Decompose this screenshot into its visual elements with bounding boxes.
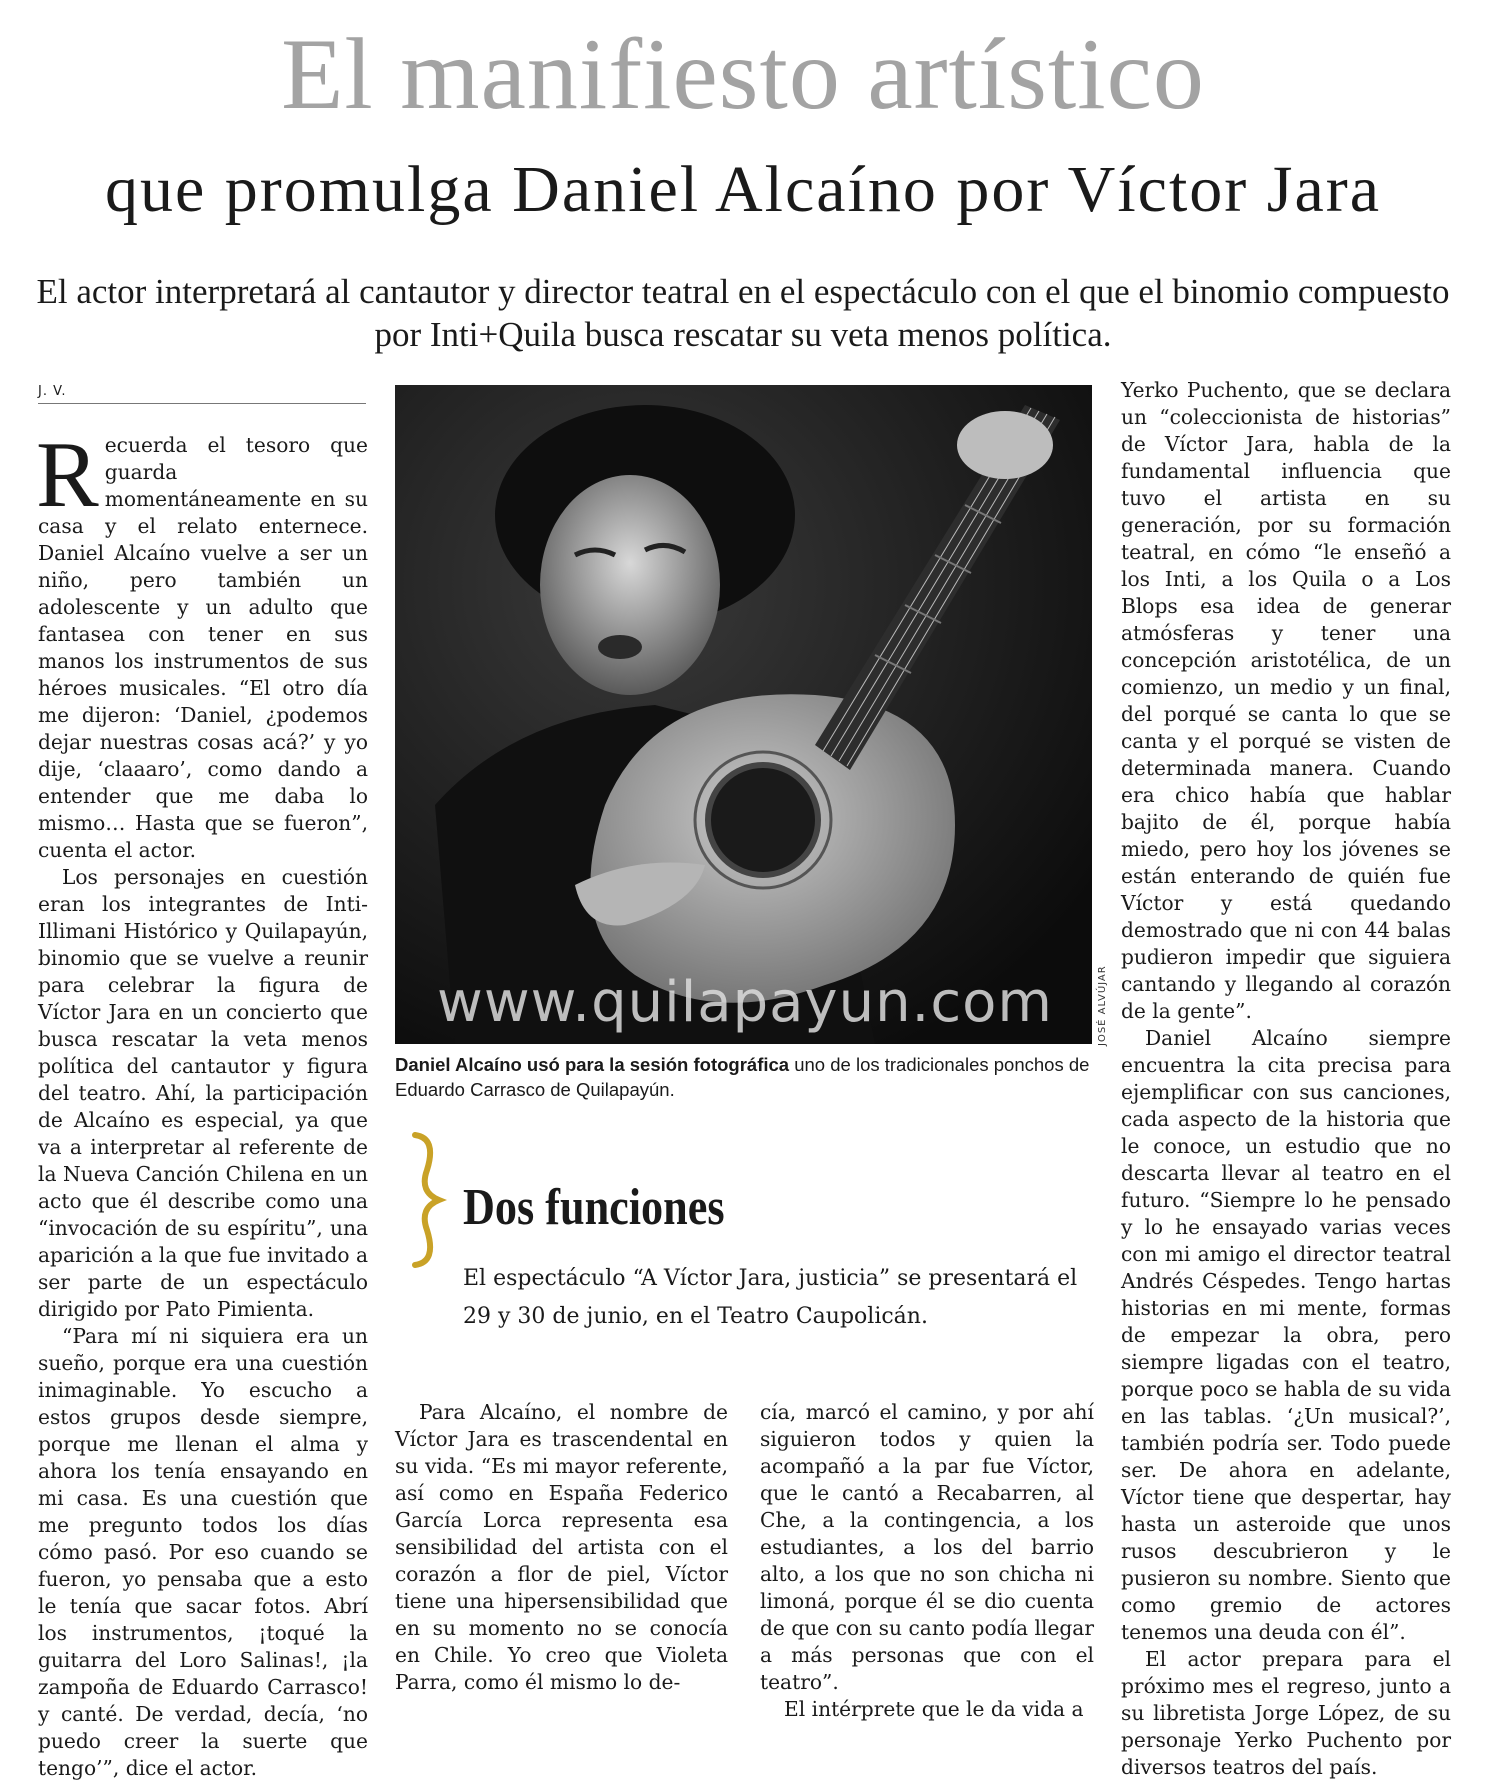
paragraph: Para Alcaíno, el nombre de Víctor Jara es trascendental en su vida. “Es mi mayor referente, así como en España Federico García Lorca representa esa sensibilidad del artista con el corazón a flor de piel, Víctor tiene una hipersensibilidad que en su momento no se conocía en Chile. Yo creo que Violeta Parra, como él mismo lo de- xyxy=(395,1400,728,1694)
photo-illustration xyxy=(395,385,1092,1044)
headline-line2: que promulga Daniel Alcaíno por Víctor Jara xyxy=(104,153,1382,226)
paragraph xyxy=(36,423,368,864)
paragraph: Daniel Alcaíno siempre encuentra la cita precisa para ejemplificar con sus canciones, cada aspecto de la historia que le conoce, un estudio que no descarta llevar al teatro en el futuro. “Siempre lo he pensado y lo he ensayado varias veces con mi amigo el director teatral Andrés Céspedes. Tengo hartas historias en mi mente, formas de empezar la obra, pero siempre ligadas con el teatro, porque poco se habla de su vida en las tablas. ‘¿Un musical?’, también podría ser. Todo puede ser. De ahora en adelante, Víctor tiene que despertar, hay hasta un asteroide que unos rusos descubrieron y le pusieron su nombre. Siento que como gremio de actores tenemos una deuda con él”. xyxy=(1121,1026,1451,1644)
column-2a xyxy=(395,1399,728,1696)
sidebar-text: El espectáculo “A Víctor Jara, justicia” se presentará el 29 y 30 de junio, en el Teatro Caupolicán. xyxy=(463,1266,1078,1329)
photo-caption xyxy=(395,1052,1095,1102)
sidebar-title: Dos funciones xyxy=(463,1179,725,1236)
paragraph-text: ecuerda el tesoro que guarda momentáneamente en su casa y el relato enternece. Daniel Alcaíno vuelve a ser un niño, pero también un adolescente y un adulto que fantasea con tener en sus manos los instrumentos de sus héroes musicales. “El otro día me dijeron: ‘Daniel, ¿podemos dejar nuestras cosas acá?’ y yo dije, ‘claaaro’, como dando a entender que me daba lo mismo… Hasta que se fueron”, cuenta el actor. xyxy=(38,433,368,862)
watermark: www.quilapayun.com xyxy=(437,970,1053,1035)
deck-subtitle: El actor interpretará al cantautor y director teatral en el espectáculo con el que el binomio compuesto por Inti+Quila busca rescatar su veta menos política. xyxy=(36,272,1450,354)
paragraph: “Para mí ni siquiera era un sueño, porque era una cuestión inimaginable. Yo escucho a estos grupos desde siempre, porque me llenan el alma y ahora los tenía ensayando en mi casa. Es una cuestión que me pregunto todos los días cómo pasó. Por eso cuando se fueron, yo pensaba que a esto le tenía que sacar fotos. Abrí los instrumentos, ¡toqué la guitarra del Loro Salinas!, ¡la zampoña de Eduardo Carrasco! y canté. De verdad, decía, ‘no puedo creer la suerte que tengo’”, dice el actor. xyxy=(38,1324,368,1780)
column-2b xyxy=(760,1399,1094,1723)
caption-bold: Daniel Alcaíno usó para la sesión fotográfica xyxy=(395,1054,790,1075)
paragraph: Yerko Puchento, que se declara un “coleccionista de historias” de Víctor Jara, habla de la fundamental influencia que tuvo el artista en su generación, por su formación teatral, en cómo “le enseñó a los Inti, a los Quila o a Los Blops esa idea de generar atmósferas y tener una concepción aristotélica, de un comienzo, un medio y un final, del porqué se canta lo que se canta y el porqué se visten de determinada manera. Cuando era chico había que hablar bajito de él, porque había miedo, pero hoy los jóvenes se están enterando de quién fue Víctor y está quedando demostrado que ni con 44 balas pudieron impedir que siguiera cantando y llegando al corazón de la gente”. xyxy=(1121,378,1451,1023)
byline: J. V. xyxy=(38,384,366,404)
brace-ornament xyxy=(397,1130,447,1270)
paragraph: El intérprete que le da vida a xyxy=(784,1697,1084,1721)
drop-cap: R xyxy=(36,423,99,527)
paragraph: cía, marcó el camino, y por ahí siguieron todos y quien la acompañó a la par fue Víctor, que le cantó a Recabarren, al Che, a la contingencia, a los estudiantes, a los del barrio alto, a los que no son chicha ni limoná, porque él se dio cuenta de que con su canto podía llegar a más personas que con el teatro”. xyxy=(760,1400,1094,1694)
column-1 xyxy=(36,423,368,1782)
caption-text: uno de los tradicionales ponchos de Eduardo Carrasco de Quilapayún. xyxy=(395,1054,1090,1100)
photo-daniel-alcaino-guitar xyxy=(395,385,1092,1044)
photo-credit xyxy=(1097,946,1117,1046)
paragraph: Los personajes en cuestión eran los integrantes de Inti-Illimani Histórico y Quilapayún, binomio que se vuelve a reunir para celebrar la figura de Víctor Jara en un concierto que busca rescatar la veta menos política del cantautor y figura del teatro. Ahí, la participación de Alcaíno es especial, ya que va a interpretar al referente de la Nueva Canción Chilena en un acto que él describe como una “invocación de su espíritu”, una aparición a la que fue invitado a ser parte de un espectáculo dirigido por Pato Pimienta. xyxy=(38,865,368,1321)
column-3 xyxy=(1121,377,1451,1781)
photo-credit-text: JOSÉ ALVÚJAR xyxy=(1097,965,1108,1046)
headline-line1: El manifiesto artístico xyxy=(281,18,1205,131)
paragraph: El actor prepara para el próximo mes el regreso, junto a su libretista Jorge López, de su personaje Yerko Puchento por diversos teatros del país. xyxy=(1121,1647,1451,1779)
